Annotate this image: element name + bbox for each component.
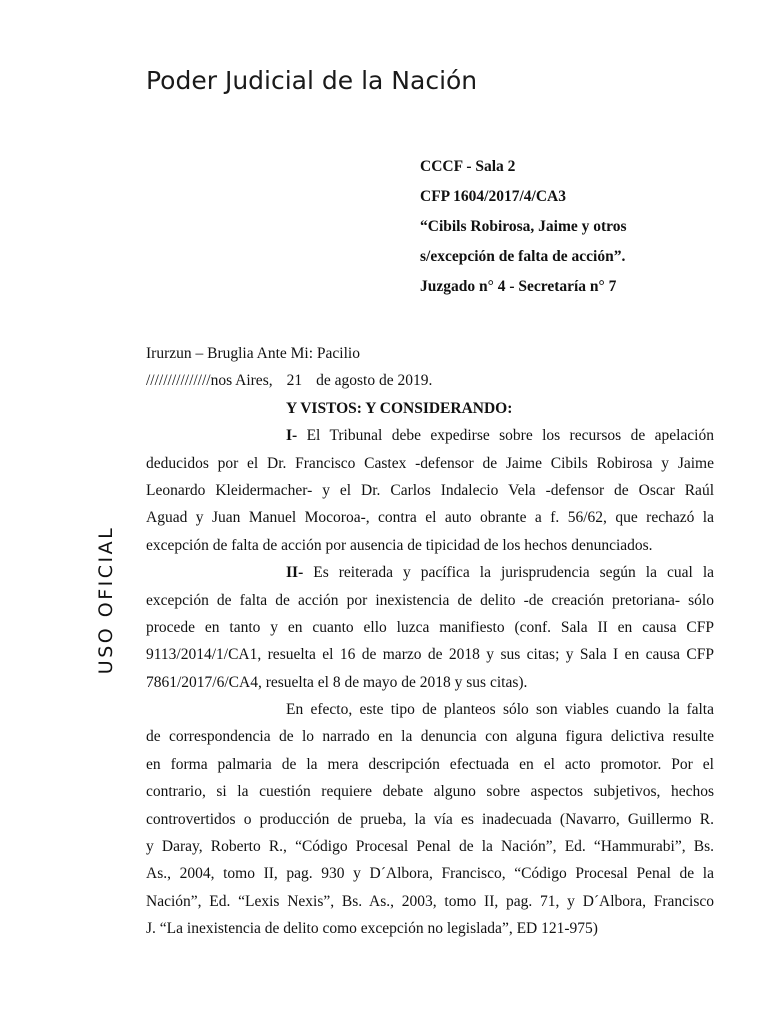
p3-line-7: As., 2004, tomo II, pag. 930 y D´Albora, Francisco, “Código Procesal Penal de la xyxy=(146,865,714,883)
p1-line-1: I- El Tribunal debe expedirse sobre los recursos de apelación xyxy=(286,427,714,445)
date-day: 21 xyxy=(286,372,303,390)
p2-line-5: 7861/2017/6/CA4, resuelta el 8 de mayo de 2018 y sus citas). xyxy=(146,673,528,691)
court-chamber: CCCF - Sala 2 xyxy=(420,158,516,175)
p1-marker: I- xyxy=(286,427,298,445)
court-secretariat: Juzgado n° 4 - Secretaría n° 7 xyxy=(420,278,617,295)
date-rest: de agosto de 2019. xyxy=(316,372,433,390)
date-line xyxy=(146,367,714,394)
p3-line-5: controvertidos o producción de prueba, la vía es inadecuada (Navarro, Guillermo R. xyxy=(146,810,714,828)
date-prefix: ///////////////nos Aires, xyxy=(146,372,273,390)
p2-line-3: procede en tanto y en cuanto ello luzca manifiesto (conf. Sala II en causa CFP xyxy=(146,618,714,636)
section-heading: Y VISTOS: Y CONSIDERANDO: xyxy=(286,399,513,417)
case-caption xyxy=(420,152,627,302)
case-title-line-2: s/excepción de falta de acción”. xyxy=(420,248,626,265)
p1-line-5: excepción de falta de acción por ausencia de tipicidad de los hechos denunciados. xyxy=(146,536,653,554)
judges-line: Irurzun – Bruglia Ante Mi: Pacilio xyxy=(146,345,360,362)
p1-line-2: deducidos por el Dr. Francisco Castex -defensor de Jaime Cibils Robirosa y Jaime xyxy=(146,454,714,472)
p2-line-1: II- Es reiterada y pacífica la jurisprudencia según la cual la xyxy=(286,564,714,582)
p2-line-2: excepción de falta de acción por inexistencia de delito -de creación pretoriana- sólo xyxy=(146,591,714,609)
p1-line-4: Aguad y Juan Manuel Mocoroa-, contra el auto obrante a f. 56/62, que rechazó la xyxy=(146,509,714,527)
p3-line-6: y Daray, Roberto R., “Código Procesal Penal de la Nación”, Ed. “Hammurabi”, Bs. xyxy=(146,838,714,856)
case-title-line-1: “Cibils Robirosa, Jaime y otros xyxy=(420,218,627,235)
uso-oficial-watermark xyxy=(86,515,126,685)
p2-line-4: 9113/2014/1/CA1, resuelta el 16 de marzo de 2018 y sus citas; y Sala I en causa CFP xyxy=(146,646,714,664)
p3-line-9: J. “La inexistencia de delito como excepción no legislada”, ED 121-975) xyxy=(146,920,598,938)
p3-line-8: Nación”, Ed. “Lexis Nexis”, Bs. As., 2003, tomo II, pag. 71, y D´Albora, Francisco xyxy=(146,892,714,910)
p3-line-1: En efecto, este tipo de planteos sólo son viables cuando la falta xyxy=(286,701,714,719)
page-header-title: Poder Judicial de la Nación xyxy=(146,66,478,95)
case-number: CFP 1604/2017/4/CA3 xyxy=(420,188,566,205)
p3-line-4: contrario, si la cuestión requiere debate alguno sobre aspectos subjetivos, hechos xyxy=(146,783,714,801)
p3-line-2: de correspondencia de lo narrado en la denuncia con alguna figura delictiva resulte xyxy=(146,728,714,746)
p2-marker: II- xyxy=(286,564,304,582)
p3-line-3: en forma palmaria de la mera descripción efectuada en el acto promotor. Por el xyxy=(146,755,714,773)
p1-line-3: Leonardo Kleidermacher- y el Dr. Carlos Indalecio Vela -defensor de Oscar Raúl xyxy=(146,481,714,499)
document-body xyxy=(146,340,714,943)
watermark-text: USO OFICIAL xyxy=(95,525,117,675)
